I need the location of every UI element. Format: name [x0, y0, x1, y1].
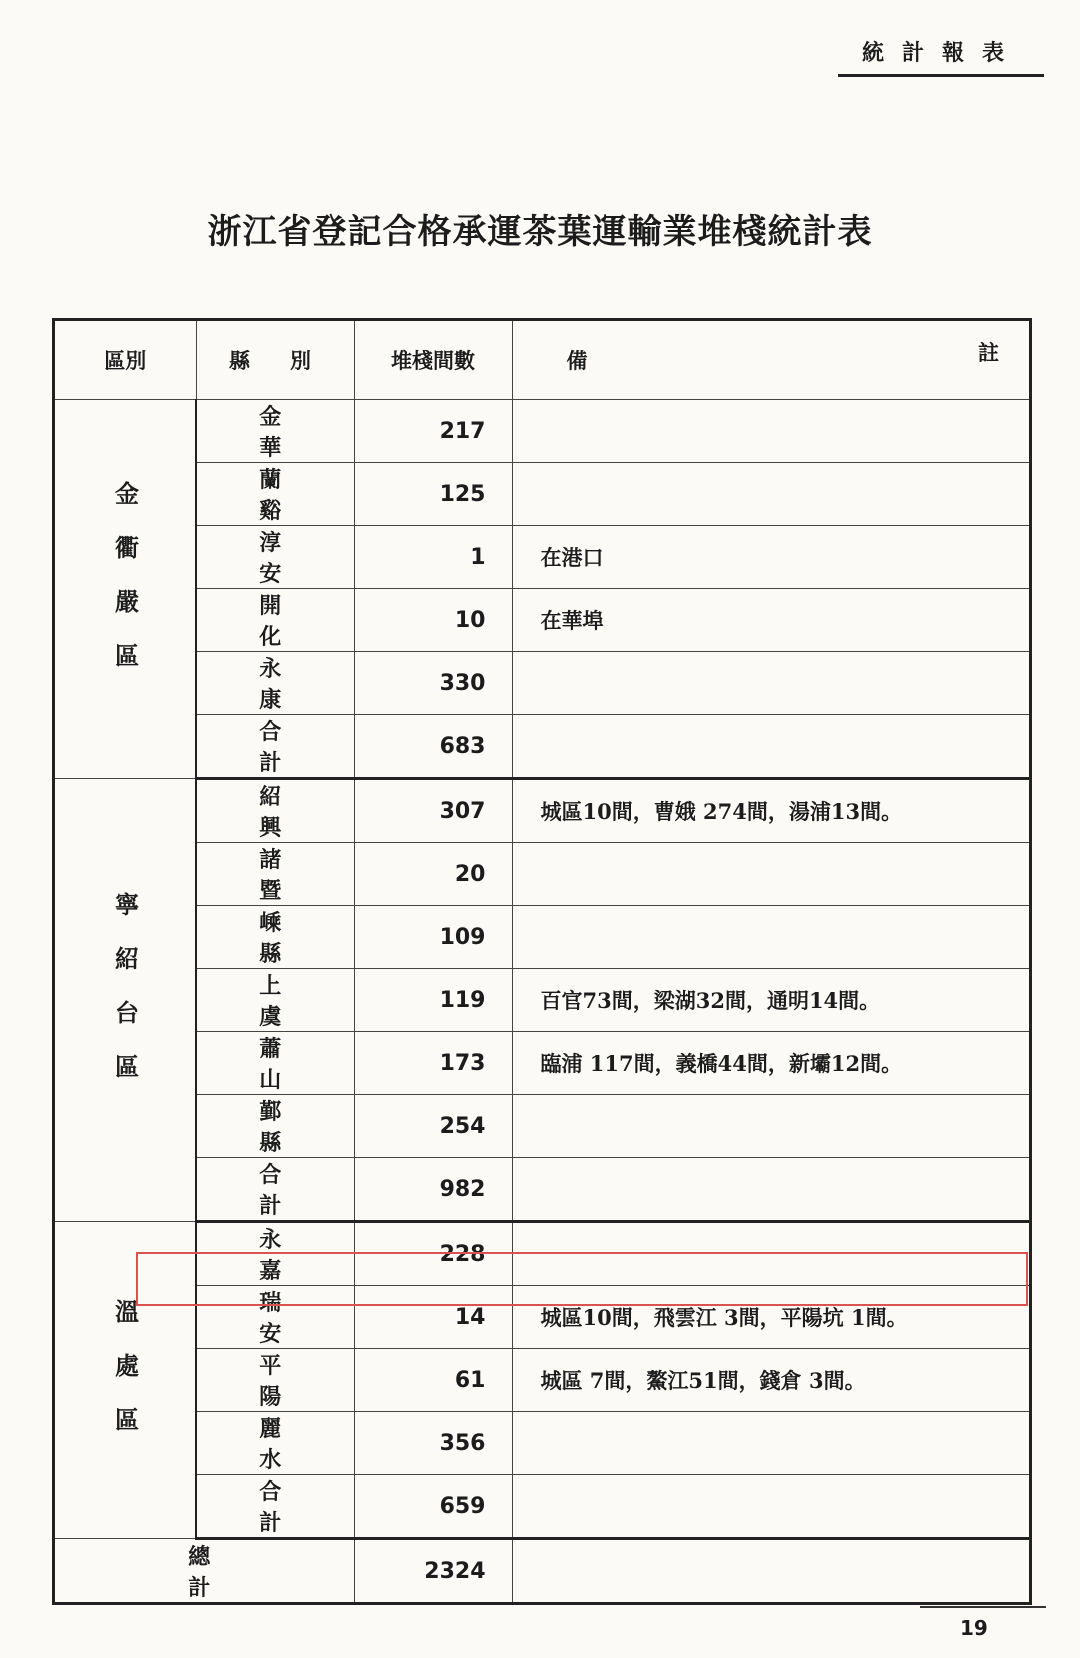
note-cell: 百官73間，梁湖32間，通明14間。 [512, 969, 1031, 1032]
count-cell: 683 [354, 715, 512, 779]
county-cell: 蘭谿 [196, 463, 354, 526]
table-row [54, 1222, 1031, 1286]
header-count: 堆棧間數 [354, 320, 512, 400]
total-row [54, 1539, 1031, 1604]
note-cell: 城區 7間，鰲江51間，錢倉 3間。 [512, 1349, 1031, 1412]
count-cell: 356 [354, 1412, 512, 1475]
table-row [54, 906, 1031, 969]
county-cell: 淳安 [196, 526, 354, 589]
count-cell: 1 [354, 526, 512, 589]
table-row [54, 969, 1031, 1032]
note-cell [512, 400, 1031, 463]
count-cell: 307 [354, 779, 512, 843]
county-cell: 永康 [196, 652, 354, 715]
count-cell: 982 [354, 1158, 512, 1222]
running-header: 統計報表 [861, 40, 1022, 66]
table-row [54, 526, 1031, 589]
page-title: 浙江省登記合格承運茶葉運輸業堆棧統計表 [207, 212, 873, 252]
county-cell: 合計 [196, 1158, 354, 1222]
header-rule [838, 74, 1044, 77]
total-label: 總計 [54, 1539, 355, 1604]
header-region: 區別 [54, 320, 197, 400]
note-cell [512, 463, 1031, 526]
table-row [54, 715, 1031, 779]
count-cell: 330 [354, 652, 512, 715]
note-cell: 在華埠 [512, 589, 1031, 652]
table-row [54, 779, 1031, 843]
county-cell: 瑞安 [196, 1286, 354, 1349]
note-cell [512, 1412, 1031, 1475]
count-cell: 125 [354, 463, 512, 526]
table-row [54, 1032, 1031, 1095]
note-cell [512, 906, 1031, 969]
county-cell: 金華 [196, 400, 354, 463]
count-cell: 173 [354, 1032, 512, 1095]
note-cell [512, 843, 1031, 906]
note-cell [512, 1095, 1031, 1158]
region-cell: 寧紹台區 [54, 779, 197, 1222]
note-cell: 城區10間，曹娥 274間，湯浦13間。 [512, 779, 1031, 843]
county-cell: 合計 [196, 1475, 354, 1539]
total-count: 2324 [354, 1539, 512, 1604]
table-row [54, 1286, 1031, 1349]
county-cell: 永嘉 [196, 1222, 354, 1286]
note-cell [512, 1475, 1031, 1539]
table-row [54, 1095, 1031, 1158]
note-cell [512, 715, 1031, 779]
table-row [54, 589, 1031, 652]
statistics-table [52, 318, 1032, 1605]
count-cell: 217 [354, 400, 512, 463]
count-cell: 119 [354, 969, 512, 1032]
table-row [54, 1412, 1031, 1475]
table-row [54, 843, 1031, 906]
count-cell: 10 [354, 589, 512, 652]
total-note [512, 1539, 1031, 1604]
note-cell: 在港口 [512, 526, 1031, 589]
note-cell [512, 652, 1031, 715]
note-cell: 城區10間，飛雲江 3間，平陽坑 1間。 [512, 1286, 1031, 1349]
county-cell: 開化 [196, 589, 354, 652]
header-county: 縣別 [196, 320, 354, 400]
footer-rule [920, 1606, 1046, 1608]
page-number: 19 [960, 1616, 988, 1640]
table-row [54, 463, 1031, 526]
table-row [54, 1475, 1031, 1539]
header-note: 備 註 [512, 320, 1031, 400]
table-row [54, 1349, 1031, 1412]
note-cell [512, 1222, 1031, 1286]
note-cell: 臨浦 117間，義橋44間，新壩12間。 [512, 1032, 1031, 1095]
county-cell: 平陽 [196, 1349, 354, 1412]
county-cell: 紹興 [196, 779, 354, 843]
county-cell: 上虞 [196, 969, 354, 1032]
count-cell: 659 [354, 1475, 512, 1539]
county-cell: 麗水 [196, 1412, 354, 1475]
table-row [54, 652, 1031, 715]
count-cell: 14 [354, 1286, 512, 1349]
region-cell: 溫處區 [54, 1222, 197, 1539]
table-row [54, 1158, 1031, 1222]
region-cell: 金衢嚴區 [54, 400, 197, 779]
county-cell: 合計 [196, 715, 354, 779]
count-cell: 109 [354, 906, 512, 969]
count-cell: 61 [354, 1349, 512, 1412]
county-cell: 鄞縣 [196, 1095, 354, 1158]
count-cell: 20 [354, 843, 512, 906]
table-row [54, 400, 1031, 463]
county-cell: 諸暨 [196, 843, 354, 906]
county-cell: 嵊縣 [196, 906, 354, 969]
count-cell: 228 [354, 1222, 512, 1286]
note-cell [512, 1158, 1031, 1222]
county-cell: 蕭山 [196, 1032, 354, 1095]
count-cell: 254 [354, 1095, 512, 1158]
table-header-row [54, 320, 1031, 400]
